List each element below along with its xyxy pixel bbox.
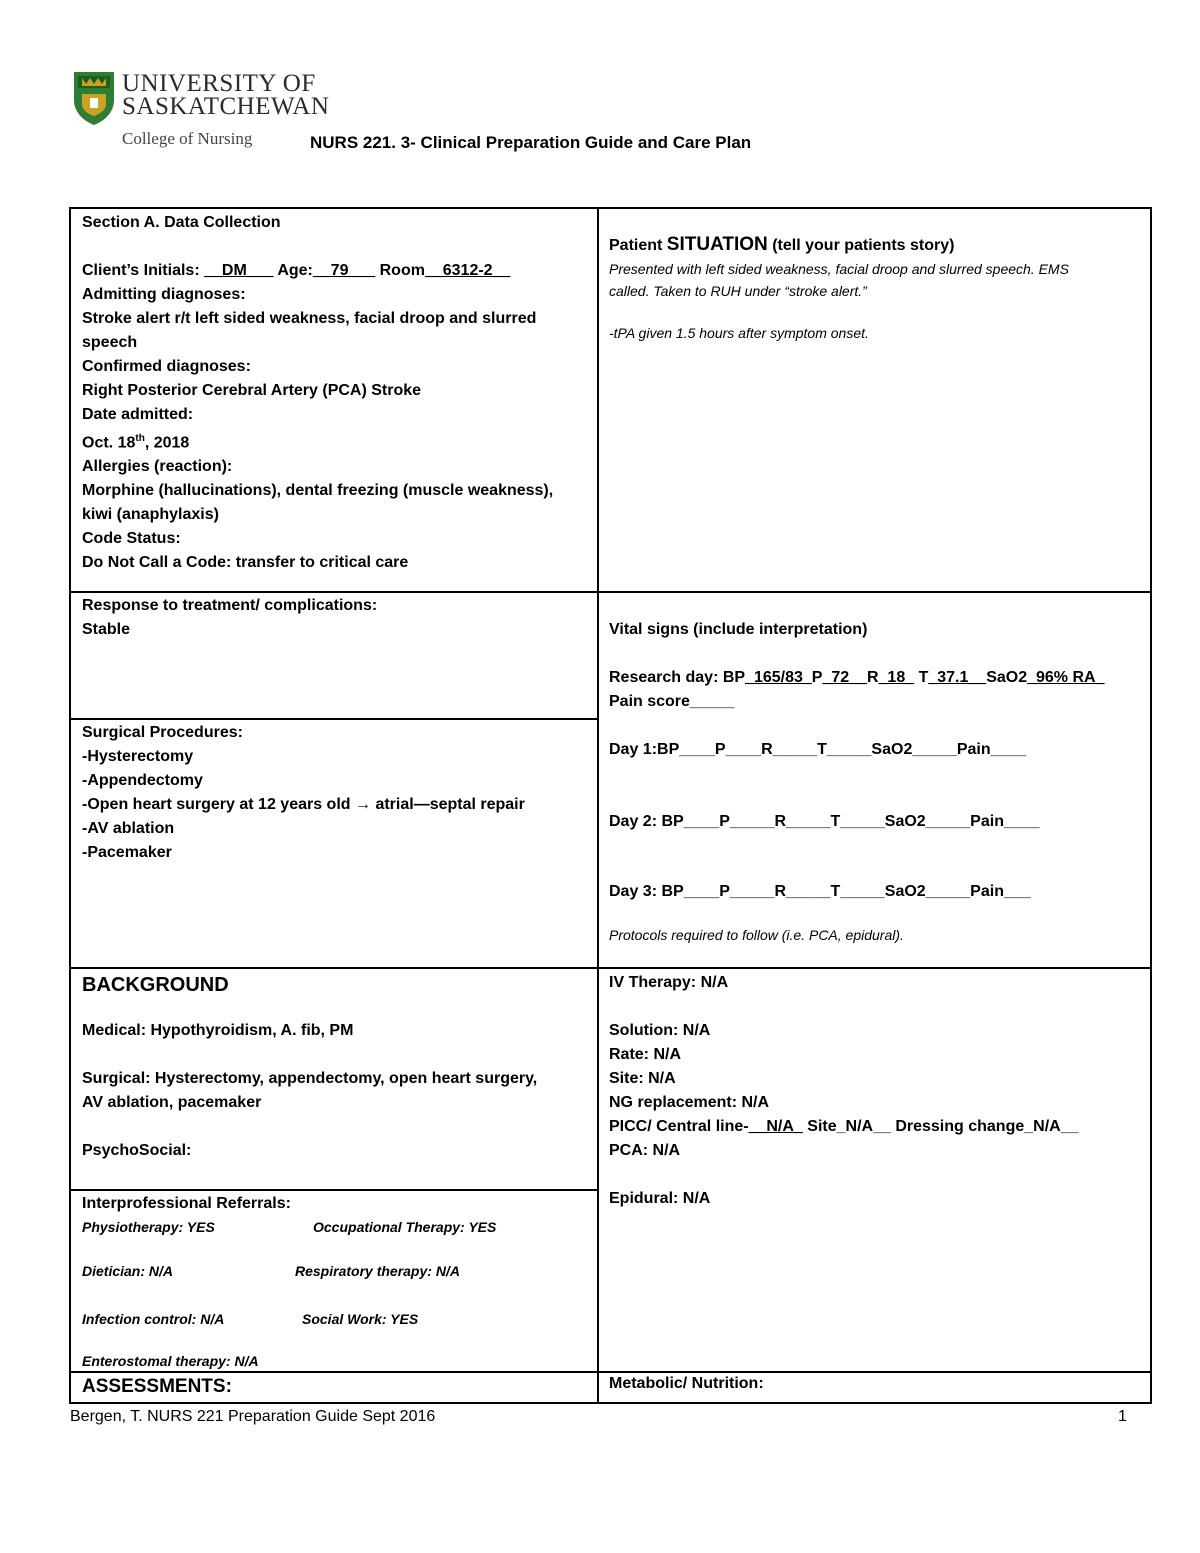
admitting-value-2: speech	[82, 334, 138, 351]
surgical-line-1: Surgical: Hysterectomy, appendectomy, open heart surgery,	[82, 1070, 538, 1087]
surgical-line-2: AV ablation, pacemaker	[82, 1094, 262, 1111]
open-heart-text: -Open heart surgery at 12 years old	[82, 796, 355, 813]
confirmed-label: Confirmed diagnoses:	[82, 358, 251, 375]
allergies-value-1: Morphine (hallucinations), dental freezing (muscle weakness),	[82, 482, 554, 500]
vitals-cell	[609, 618, 1144, 946]
confirmed-value: Right Posterior Cerebral Artery (PCA) Stroke	[82, 382, 422, 399]
row-divider	[71, 967, 1152, 969]
date-value	[82, 427, 587, 455]
date-sup: th	[135, 433, 145, 444]
iv-heading: IV Therapy: N/A	[609, 974, 729, 991]
allergies-label: Allergies (reaction):	[82, 458, 233, 476]
day2-line: Day 2: BP____P_____R_____T_____SaO2_____Pain____	[609, 813, 1040, 830]
procedure-item: -AV ablation	[82, 820, 175, 837]
day1-line: Day 1:BP____P____R_____T_____SaO2_____Pain____	[609, 741, 1027, 758]
procedure-item: -Hysterectomy	[82, 748, 194, 765]
iv-therapy-cell	[609, 971, 1144, 1211]
situation-heading	[609, 233, 1144, 258]
procedure-item: -Pacemaker	[82, 844, 172, 861]
arrow-right-icon: →	[355, 796, 371, 813]
research-t: _37.1__	[928, 669, 987, 686]
pca-line: PCA: N/A	[609, 1142, 681, 1159]
footer-citation: Bergen, T. NURS 221 Preparation Guide Sept 2016	[70, 1408, 436, 1425]
iv-site: Site: N/A	[609, 1070, 676, 1087]
room-label: Room	[375, 262, 425, 279]
initials-value: __DM___	[204, 262, 274, 279]
initials-label: Client’s Initials:	[82, 262, 205, 279]
day3-line: Day 3: BP____P_____R_____T_____SaO2_____Pain___	[609, 883, 1031, 900]
referrals-label: Interprofessional Referrals:	[82, 1195, 291, 1212]
medical-line: Medical: Hypothyroidism, A. fib, PM	[82, 1022, 354, 1039]
university-name-line1: UNIVERSITY OF	[122, 70, 316, 97]
research-day-line	[609, 666, 1144, 690]
background-heading: BACKGROUND	[82, 974, 229, 996]
admitting-value-1: Stroke alert r/t left sided weakness, facial droop and slurred	[82, 310, 537, 327]
age-value: __79___	[312, 262, 376, 279]
research-p: _72__	[822, 669, 867, 686]
surgical-procedures-label: Surgical Procedures:	[82, 724, 243, 741]
research-r: _18_	[878, 669, 915, 686]
research-r-label: R	[866, 669, 879, 686]
situation-text-1: Presented with left sided weakness, facial droop and slurred speech. EMS	[609, 261, 1069, 277]
occupational-referral: Occupational Therapy: YES	[313, 1219, 497, 1235]
code-label: Code Status:	[82, 530, 181, 548]
procedure-item-open-heart	[82, 793, 587, 817]
referrals-row-3	[82, 1308, 587, 1330]
page-number: 1	[1118, 1408, 1127, 1425]
vitals-heading: Vital signs (include interpretation)	[609, 621, 868, 638]
iv-solution: Solution: N/A	[609, 1022, 711, 1039]
row-divider	[71, 591, 1152, 593]
physio-referral: Physiotherapy: YES	[82, 1219, 215, 1235]
picc-value: __N/A_	[748, 1118, 803, 1135]
college-name: College of Nursing	[122, 129, 253, 148]
column-divider	[597, 209, 599, 1404]
ng-replacement: NG replacement: N/A	[609, 1094, 770, 1111]
section-a-cell	[82, 211, 587, 575]
situation-text-3: -tPA given 1.5 hours after symptom onset.	[609, 325, 869, 341]
pain-score-line: Pain score_____	[609, 693, 735, 710]
response-label: Response to treatment/ complications:	[82, 597, 378, 614]
client-info-line	[82, 259, 587, 283]
research-t-label: T	[914, 669, 929, 686]
procedure-item: -Appendectomy	[82, 772, 203, 789]
section-a-heading: Section A. Data Collection	[82, 214, 281, 231]
code-value: Do Not Call a Code: transfer to critical care	[82, 554, 409, 572]
situation-text-2: called. Taken to RUH under “stroke alert.”	[609, 283, 867, 299]
picc-site-dressing: Site_N/A__ Dressing change_N/A__	[802, 1118, 1079, 1135]
response-value: Stable	[82, 621, 131, 638]
protocols-line: Protocols required to follow (i.e. PCA, epidural).	[609, 927, 904, 943]
referrals-row-2	[82, 1260, 587, 1282]
document-title: NURS 221. 3- Clinical Preparation Guide and Care Plan	[310, 133, 752, 152]
research-sao2-label: SaO2	[986, 669, 1028, 686]
septal-repair-text: atrial—septal repair	[371, 796, 525, 813]
referrals-row-1	[82, 1216, 587, 1238]
assessments-label: ASSESSMENTS:	[82, 1376, 232, 1397]
research-prefix: Research day: BP	[609, 669, 746, 686]
situation-cell	[609, 233, 1144, 344]
psychosocial-line: PsychoSocial:	[82, 1142, 192, 1159]
background-cell	[82, 973, 587, 1163]
admitting-label: Admitting diagnoses:	[82, 286, 246, 303]
dietician-referral: Dietician: N/A	[82, 1263, 174, 1279]
date-label: Date admitted:	[82, 406, 194, 423]
respiratory-referral: Respiratory therapy: N/A	[295, 1263, 460, 1279]
picc-line	[609, 1115, 1144, 1139]
crest-icon	[72, 70, 116, 126]
situation-heading-c: (tell your patients story)	[767, 237, 955, 254]
referrals-cell	[82, 1192, 587, 1372]
research-p-label: P	[811, 669, 823, 686]
metabolic-label: Metabolic/ Nutrition:	[609, 1375, 764, 1392]
research-sao2: _96% RA_	[1027, 669, 1105, 686]
date-prefix: Oct. 18	[82, 434, 136, 452]
row-divider	[71, 718, 598, 720]
response-cell	[82, 594, 587, 642]
care-plan-table	[69, 207, 1152, 1404]
infection-referral: Infection control: N/A	[82, 1311, 225, 1327]
picc-label: PICC/ Central line-	[609, 1118, 749, 1135]
enterostomal-referral: Enterostomal therapy: N/A	[82, 1353, 259, 1369]
surgical-procedures-cell	[82, 721, 587, 865]
university-name-line2: SASKATCHEWAN	[122, 93, 330, 120]
date-suffix: , 2018	[144, 434, 190, 452]
allergies-value-2: kiwi (anaphylaxis)	[82, 506, 219, 524]
situation-heading-a: Patient	[609, 237, 667, 254]
social-work-referral: Social Work: YES	[302, 1311, 419, 1327]
iv-rate: Rate: N/A	[609, 1046, 682, 1063]
row-divider	[71, 1189, 598, 1191]
research-bp: _165/83_	[745, 669, 812, 686]
epidural-line: Epidural: N/A	[609, 1190, 711, 1207]
university-logo	[72, 70, 330, 154]
situation-heading-b: SITUATION	[666, 234, 768, 255]
age-label: Age:	[273, 262, 313, 279]
room-value: __6312-2__	[424, 262, 511, 279]
